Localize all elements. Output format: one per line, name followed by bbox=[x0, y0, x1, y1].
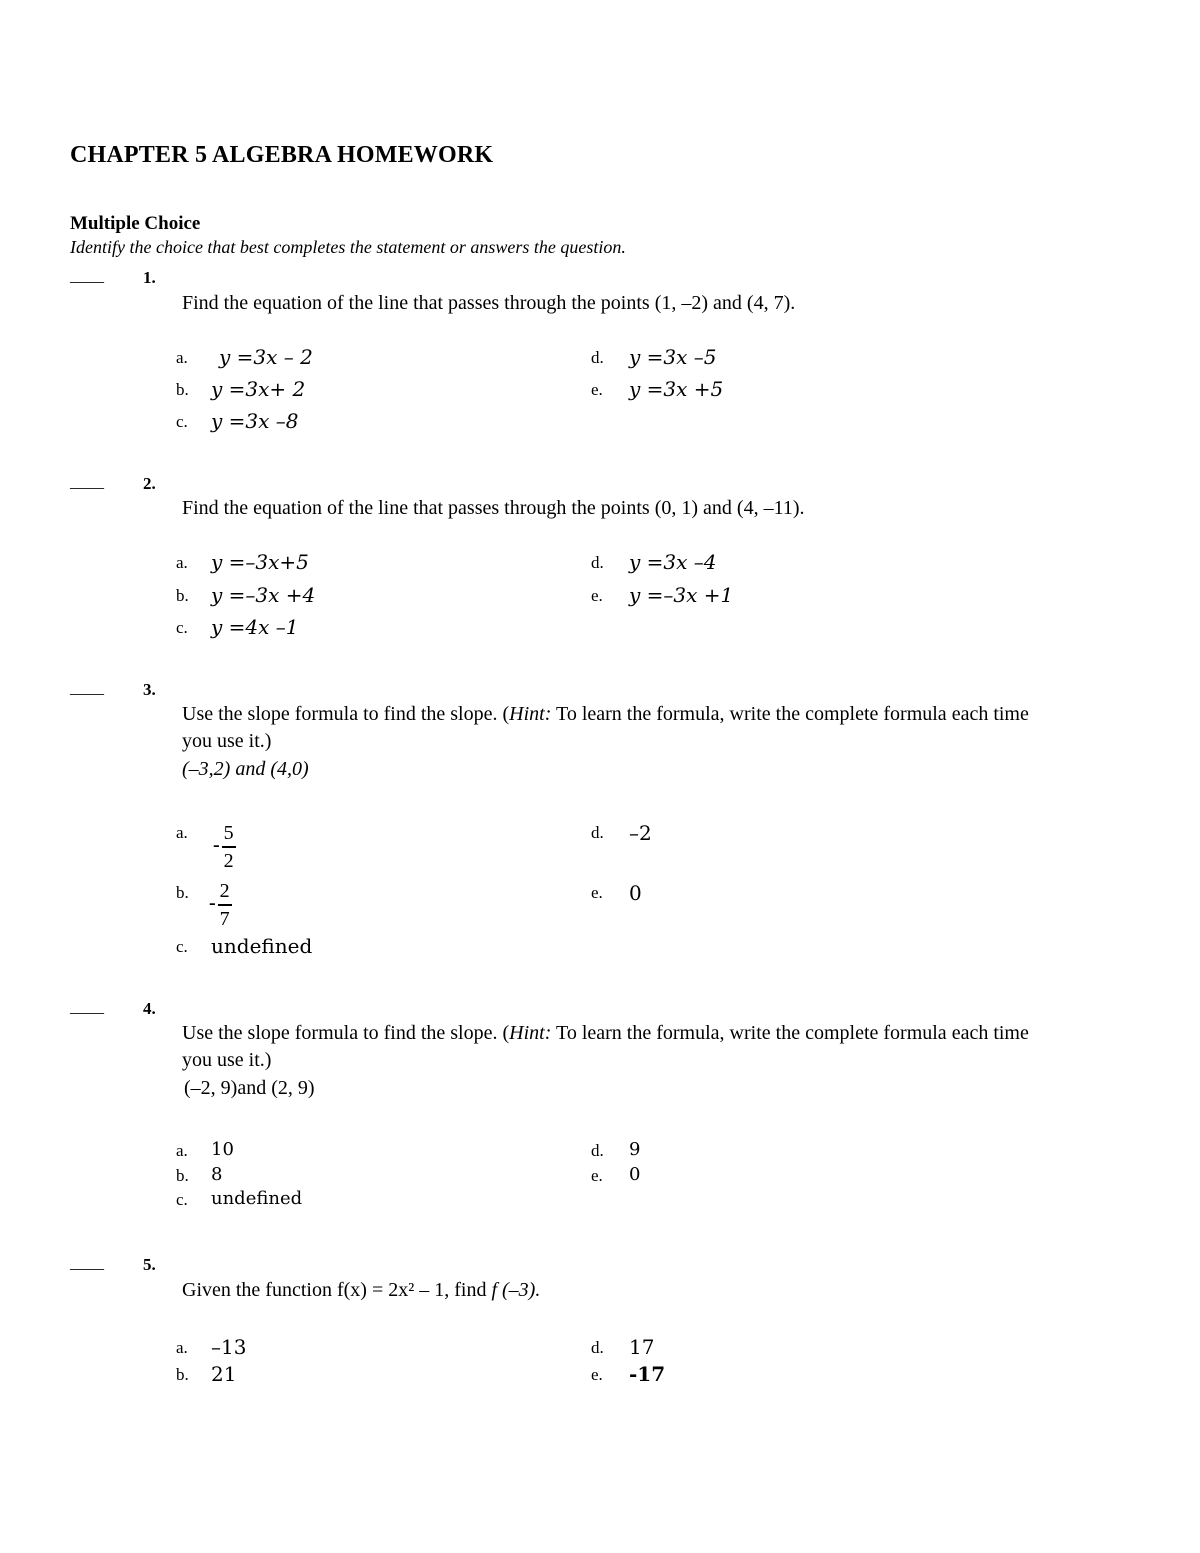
question-text: Find the equation of the line that passes through the points (0, 1) and (4, –11). bbox=[182, 497, 805, 519]
choice-label: b. bbox=[176, 1365, 189, 1384]
choice-label: e. bbox=[591, 883, 603, 902]
choice-value: y =3x –4 bbox=[629, 550, 717, 574]
document-title: CHAPTER 5 ALGEBRA HOMEWORK bbox=[70, 142, 494, 168]
choice-label: e. bbox=[591, 586, 603, 605]
choice-label: e. bbox=[591, 380, 603, 399]
choice-label: b. bbox=[176, 883, 189, 902]
answer-blank[interactable]: ____ bbox=[70, 678, 104, 697]
hint-word: Hint: bbox=[509, 1022, 552, 1044]
fraction-answer bbox=[209, 881, 232, 929]
point-pair: (–2, 9)and (2, 9) bbox=[184, 1077, 315, 1099]
answer-blank[interactable]: ____ bbox=[70, 472, 104, 491]
choice-label: a. bbox=[176, 348, 188, 367]
answer-blank[interactable]: ____ bbox=[70, 1253, 104, 1272]
point-pair: (–3,2) and (4,0) bbox=[182, 758, 309, 780]
choice-value: y =3x –8 bbox=[211, 409, 299, 433]
question-text-part: Use the slope formula to find the slope. ( bbox=[182, 1022, 510, 1044]
choice-value: undefined bbox=[211, 934, 313, 958]
choice-label: c. bbox=[176, 618, 188, 637]
choice-value: 0 bbox=[629, 881, 642, 905]
function-evaluation: f (–3). bbox=[491, 1279, 541, 1301]
choice-value: y =3x – 2 bbox=[219, 345, 313, 369]
answer-blank[interactable]: ____ bbox=[70, 266, 104, 285]
choice-value: y =–3x +1 bbox=[629, 583, 734, 607]
choice-label: a. bbox=[176, 823, 188, 842]
question-text-part: To learn the formula, write the complete formula each time you use it.) bbox=[182, 703, 1029, 752]
function-definition: f(x) = 2x² – 1, find bbox=[336, 1279, 492, 1301]
choice-value: 10 bbox=[211, 1139, 234, 1160]
hint-word: Hint: bbox=[509, 703, 552, 725]
choice-label: a. bbox=[176, 553, 188, 572]
choice-label: b. bbox=[176, 380, 189, 399]
choice-label: b. bbox=[176, 586, 189, 605]
choice-value: 0 bbox=[629, 1164, 641, 1185]
choice-label: a. bbox=[176, 1338, 188, 1357]
question-text-part: Given the function bbox=[182, 1279, 337, 1301]
question-text bbox=[182, 1279, 540, 1302]
question-text bbox=[182, 1020, 1042, 1074]
choice-label: d. bbox=[591, 823, 604, 842]
choice-value: 17 bbox=[629, 1335, 655, 1359]
choice-label: e. bbox=[591, 1365, 603, 1384]
choice-label: c. bbox=[176, 1190, 188, 1209]
choice-label: a. bbox=[176, 1141, 188, 1160]
choice-label: d. bbox=[591, 348, 604, 367]
choice-label: d. bbox=[591, 553, 604, 572]
choice-value: y =4x –1 bbox=[211, 615, 299, 639]
section-heading: Multiple Choice bbox=[70, 213, 201, 234]
choice-value: y =–3x+5 bbox=[211, 550, 309, 574]
fraction-denominator: 2 bbox=[223, 850, 234, 872]
instructions: Identify the choice that best completes the statement or answers the question. bbox=[70, 237, 626, 257]
choice-value: y =–3x +4 bbox=[211, 583, 316, 607]
choice-value: -17 bbox=[629, 1362, 666, 1386]
question-text bbox=[182, 701, 1042, 755]
fraction bbox=[222, 823, 236, 871]
fraction-numerator: 5 bbox=[222, 823, 236, 848]
choice-value: –2 bbox=[629, 821, 652, 845]
fraction-answer bbox=[213, 823, 236, 871]
negative-sign: - bbox=[213, 833, 220, 856]
question-text: Find the equation of the line that passes through the points (1, –2) and (4, 7). bbox=[182, 292, 796, 314]
choice-label: b. bbox=[176, 1166, 189, 1185]
choice-value: undefined bbox=[211, 1188, 303, 1209]
negative-sign: - bbox=[209, 891, 216, 914]
choice-value: 9 bbox=[629, 1139, 641, 1160]
choice-value: y =3x+ 2 bbox=[211, 377, 306, 401]
question-text-part: Use the slope formula to find the slope. ( bbox=[182, 703, 510, 725]
choice-label: d. bbox=[591, 1338, 604, 1357]
choice-label: c. bbox=[176, 937, 188, 956]
question-number: 5. bbox=[143, 1255, 156, 1274]
choice-label: d. bbox=[591, 1141, 604, 1160]
choice-label: c. bbox=[176, 412, 188, 431]
question-number: 4. bbox=[143, 999, 156, 1018]
fraction-denominator: 7 bbox=[219, 908, 230, 930]
question-number: 1. bbox=[143, 268, 156, 287]
fraction-numerator: 2 bbox=[218, 881, 232, 906]
question-text-part: To learn the formula, write the complete formula each time you use it.) bbox=[182, 1022, 1029, 1071]
answer-blank[interactable]: ____ bbox=[70, 997, 104, 1016]
choice-value: y =3x +5 bbox=[629, 377, 724, 401]
choice-value: y =3x –5 bbox=[629, 345, 717, 369]
choice-value: 8 bbox=[211, 1164, 223, 1185]
choice-label: e. bbox=[591, 1166, 603, 1185]
choice-value: 21 bbox=[211, 1362, 237, 1386]
question-number: 2. bbox=[143, 474, 156, 493]
choice-value: –13 bbox=[211, 1335, 247, 1359]
question-number: 3. bbox=[143, 680, 156, 699]
fraction bbox=[218, 881, 232, 929]
